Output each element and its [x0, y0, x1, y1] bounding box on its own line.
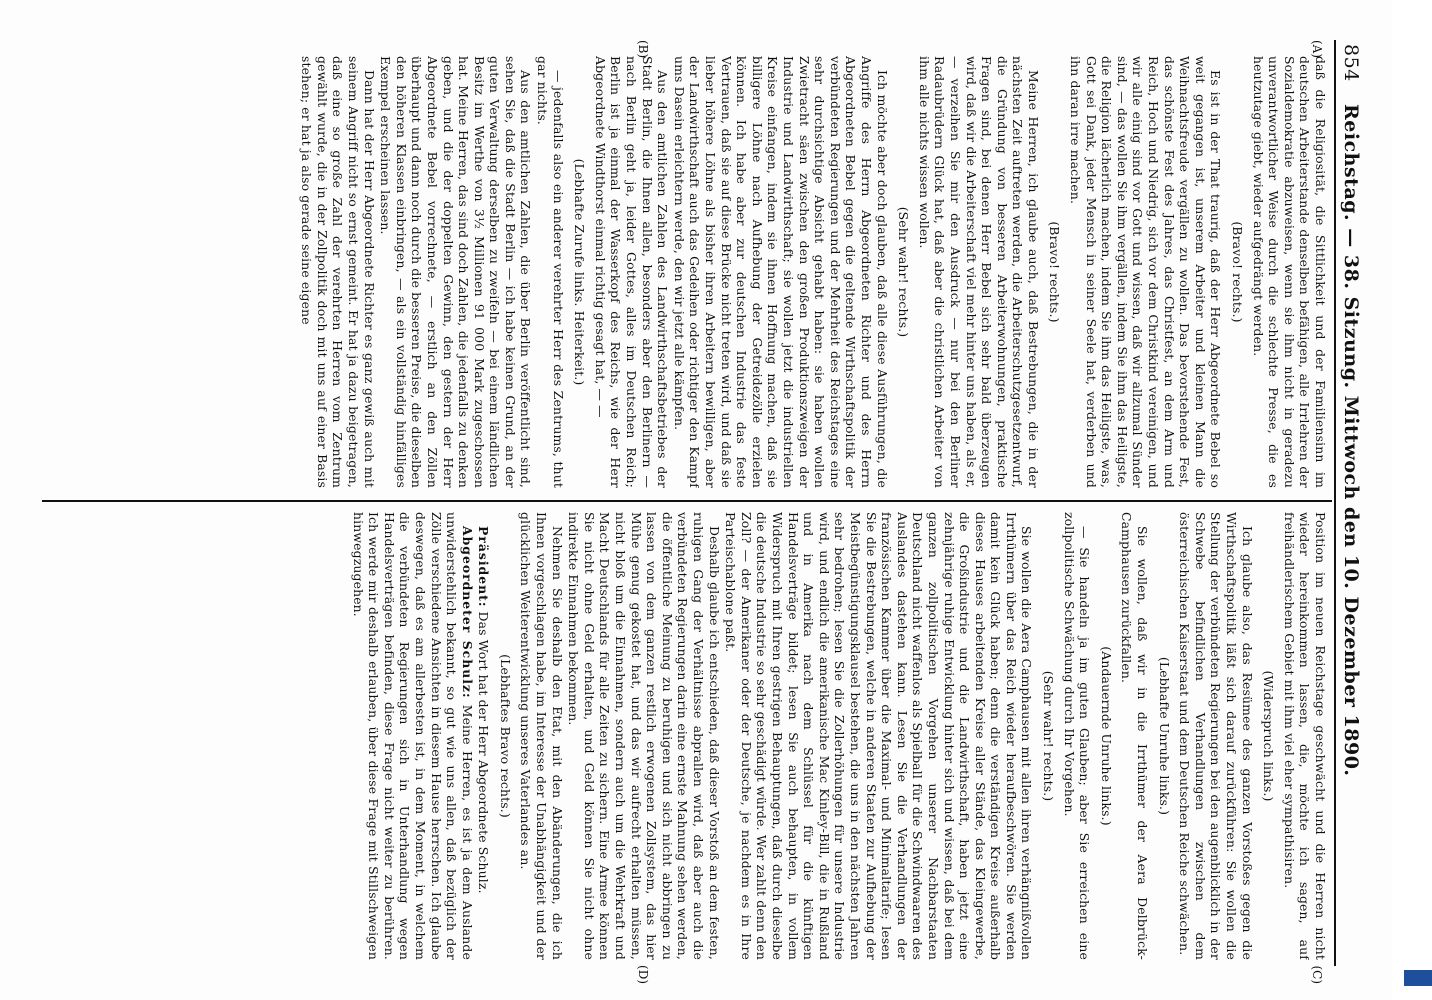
speaker-label: Präsident: [476, 526, 492, 608]
digitization-note [1410, 268, 1426, 992]
body-paragraph: Ich möchte aber doch glauben, daß alle diese Ausführungen, die Angriffe des Herrn Abgeordneten Richter und des Herrn Abgeordneten Bebel gegen die geltende Wirthschaftspolitik der verbündeten Regierungen und der Mehrheit des Reichstages eine sehr durchsichtige Absicht gehabt haben: sie haben wollen Zwietracht säen zwischen den großen Produktionszweigen der Industrie und Landwirthschaft; sie wollen jetzt die industriellen Kreise einfangen, indem sie ihnen Hoffnung machen, daß sie billigere Löhne nach Aufhebung der Getreidezölle erzielen können. Ich habe aber zur deutschen Industrie das feste Vertrauen, daß sie auf diese Brücke nicht treten wird, und daß sie lieber höhere Löhne als bisher ihren Arbeitern bewilligen, aber der Landwirthschaft auch das Gedeihen oder richtiger den Kampf ums Dasein erleichtern werde, den wir jetzt alle kämpfen. [671, 56, 890, 488]
header-rule [1334, 40, 1336, 966]
body-paragraph: — Sie handeln ja im guten Glauben; aber Sie erreichen eine zollpolitische Schwächung durch Ihr Vorgehen. [1061, 512, 1093, 960]
column-divider [42, 500, 1332, 502]
body-paragraph: Deshalb glaube ich entschieden, daß dieser Vorstoß an dem festen, ruhigen Gang der Verhältnisse abprallen wird, daß aber auch die verbündeten Regierungen darin eine ernste Mahnung sehen werden, die öffentliche Meinung zu beruhigen und sich nicht abbringen zu lassen von dem ganzen restlich erwogenen Zollsystem, das hier Mühe genug gekostet hat, und das wir aufrecht erhalten müssen, nicht bloß um die Einnahmen, sondern auch um die Wehrkraft und Macht Deutschlands für alle Zeiten zu sichern. Eine Armee können Sie nicht ohne Geld erhalten, und Geld können Sie nicht ohne indirekte Einnahmen bekommen. [566, 512, 722, 960]
reaction-note: (Bravo! rechts.) [1230, 221, 1246, 323]
body-paragraph: Dann hat der Herr Abgeordnete Richter es ganz gewiß auch mit seinem Angriff nicht so ernst gemeint. Er hat ja dazu beigetragen, daß eine so große Zahl der verehrten Herren vom Zentrum gewählt wurde, die in der Zollpolitik doch mit uns auf einer Basis stehen; er hat ja also gerade seine eigene [299, 56, 377, 488]
body-paragraph: Nehmen Sie deshalb den Etat, mit den Abänderungen, die ich Ihnen vorgeschlagen habe, im Interesse der Unabhängigkeit und der glücklichen Weiterentwicklung unseres Vaterlandes an. [518, 512, 565, 960]
page-number: 854 [1340, 44, 1362, 82]
speaker-text: Meine Herren, es ist ja dem Auslande unwiderstehlich bekannt, so gut wie uns allen, daß bezüglich der Zölle verschiedene Ansichten in diesem Hause herrschen. Ich glaube deswegen, daß es am allerbesten ist, in dem Moment, in welchem die verbündeten Regierungen sich in Unterhandlung wegen Handelsverträgen befinden, diese Frage nicht weiter zu berühren. Ich werde mir deshalb erlauben, über diese Frage mit Stillschweigen hinwegzugehen. [350, 512, 475, 960]
margin-marker-c: (C) [1310, 965, 1324, 984]
margin-marker-a: (A) [1310, 40, 1324, 59]
body-paragraph: Sie wollen die Aera Camphausen mit allen ihren verhängnißvollen Irrthümern über das Reich wieder heraufbeschwören. Sie werden damit kein Glück haben; denn die verständigen Kreise außerhalb dieses Hauses arbeitenden Kreise aller Stände, das Kleingewerbe, die Großindustrie und die Landwirthschaft, haben jetzt eine zehnjährige ruhige Entwicklung hinter sich und wissen, daß bei dem ganzen zollpolitischen Vorgehen unserer Nachbarstaaten Deutschland nicht waffenlos als Spielball für die Schwindwaaren des Auslandes dastehen kann. Lesen Sie die Verhandlungen der französischen Kammer über die Maximal- und Minimaltarife; lesen Sie die Bestrebungen, welche in anderen Staaten zur Aufhebung der Meistbegünstigungsklausel bestehen, die uns in den nächsten Jahren sehr bedrohen; lesen Sie die Zollerhöhungen für unsere Industrie wird, und endlich die amerikanische Mac Kinley-Bill, die in Rußland und in Amerika nach dem Schlüssel für die künftigen Handelsverträge bildet; lesen Sie auch behaupten, in vollem Widerspruch mit Ihren gestrigen Behauptungen, daß durch dieselbe die deutsche Industrie so sehr geschädigt würde. Wer zahlt denn den Zoll? — der Amerikaner oder der Deutsche, je nachdem es in Ihre Parteischablone paßt. [723, 512, 1035, 960]
reaction-note: (Andauernde Unruhe links.) [1098, 646, 1114, 826]
reaction-note: (Lebhafte Unruhe links.) [1156, 656, 1172, 816]
reaction-note: (Lebhaftes Bravo rechts.) [497, 654, 513, 818]
body-paragraph: Position im neuen Reichstage geschwächt und die Herren nicht wieder hereinkommen lassen, die, möchte ich sagen, auf freihändlerischem Gebiet mit ihm viel eher sympathisiren. [1281, 512, 1328, 960]
reaction-note: (Lebhafte Zurufe links. Heiterkeit.) [572, 158, 588, 386]
reaction-note: (Sehr wahr! rechts.) [896, 206, 912, 338]
margin-marker-b: (B) [636, 40, 650, 59]
reaction-note: (Bravo! rechts.) [1047, 221, 1063, 323]
running-header [1340, 44, 1368, 962]
reaction-note: (Widerspruch links.) [1261, 670, 1277, 802]
speaker-label: Abgeordneter Schulz: [459, 526, 475, 699]
margin-marker-d: (D) [636, 965, 650, 984]
left-text-column [36, 56, 1328, 488]
body-paragraph: Ich glaube also, das Resümee des ganzen Vorstoßes gegen die Wirthschaftspolitik läßt sich darauf zurückführen: Sie wollen die Stellung der verbündeten Regierungen bei den augenblicklich in der Schwebe befindlichen Verhandlungen zwischen dem österreichischen Kaiserstaat und dem Deutschen Reiche schwächen. [1177, 512, 1255, 960]
right-text-column [36, 512, 1328, 960]
body-paragraph: Aus den amtlichen Zahlen des Landwirthschaftsbetriebes der Stadt Berlin, die Ihnen allen, besonders aber den Berlinern — nach Berlin geht ja, leider Gottes, alles im Deutschen Reich; Berlin ist ja einmal der Wasserkopf des Reichs, wie der Herr Abgeordnete Windthorst einmal richtig gesagt hat, — — [592, 56, 671, 488]
reaction-note: (Sehr wahr! rechts.) [1041, 670, 1057, 802]
body-paragraph: Meine Herren, ich glaube auch, daß Bestrebungen, die in der nächsten Zeit auftreten werden, die Arbeiterschutzgesetzentwurf, die Gründung von besseren Arbeiterwohnungen, praktische Fragen sind, bei denen Herr Bebel sich sehr bald überzeugen wird, daß wir die Arbeiterschaft viel mehr hinter uns haben, als er, — verzeihen Sie mir den Ausdruck — nur bei den Berliner Radaubrüdern Glück hat, daß aber die christlichen Arbeiter von ihm alle nichts wissen wollen. [916, 56, 1041, 488]
body-paragraph: Aus den amtlichen Zahlen, die über Berlin veröffentlicht sind, sehen Sie, daß die Stadt Berlin — ich habe keinen Grund, an der guten Verwaltung derselben zu zweifeln — bei einem ländlichen Besitz im Werthe von 3½ Millionen 91 000 Mark zugeschossen hat. Meine Herren, das sind doch Zahlen, die jedenfalls zu denken geben, und die der doppelten Gewinn, den gestern der Herr Abgeordnete Bebel vorrechnete, — erstlich an den Zöllen überhaupt und dann noch durch die besseren Preise, die dieselben den höheren Klassen einbringen, — als ein vollständig hinfälliges Exempel erscheinen lassen. [378, 56, 534, 488]
body-paragraph: Sie wollen, daß wir in die Irrthümer der Aera Delbrück-Camphausen zurückfallen. [1119, 512, 1151, 960]
speaker-text: Das Wort hat der Herr Abgeordnete Schulz. [476, 611, 492, 894]
speaker-paragraph [350, 512, 475, 960]
header-title: Reichstag. — 38. Sitzung. Mittwoch den 10. Dezember 1890. [1340, 104, 1362, 777]
body-paragraph: daß die Religiosität, die Sittlichkeit und der Familiensinn im deutschen Arbeiterstande denselben befähigen, alle Irrlehren der Sozialdemokratie abzuweisen, wenn sie ihm nicht in geradezu unverantwortlicher Weise durch die schlechte Presse, die es heutzutage giebt, wieder aufgedrängt werden. [1250, 56, 1328, 488]
speaker-paragraph [476, 512, 492, 960]
body-paragraph: Es ist in der That traurig, daß der Herr Abgeordnete Bebel so weit gegangen ist, unserem Arbeiter und kleinen Mann die Weihnachtsfreude vergällen zu wollen. Das bevorstehende Fest, das schönste Fest des Jahres, das Christfest, an dem Arm und Reich, Hoch und Niedrig, sich vor dem Christkind vereinigen, und wir alle einig sind vor Gott und wissen, daß wir allzumal Sünder sind, — das wollen Sie ihm vergällen, indem Sie ihm das Heiligste, die Religion lächerlich machen, indem Sie ihm das Heiligste, was, Gott sei Dank, jeder Mensch in seiner Seele hat, verderben und ihn daran irre machen. [1068, 56, 1224, 488]
dfg-logo-badge [1404, 970, 1432, 986]
body-paragraph: — jedenfalls also ein anderer verehrter Herr des Zentrums, thut gar nichts. [535, 56, 566, 488]
